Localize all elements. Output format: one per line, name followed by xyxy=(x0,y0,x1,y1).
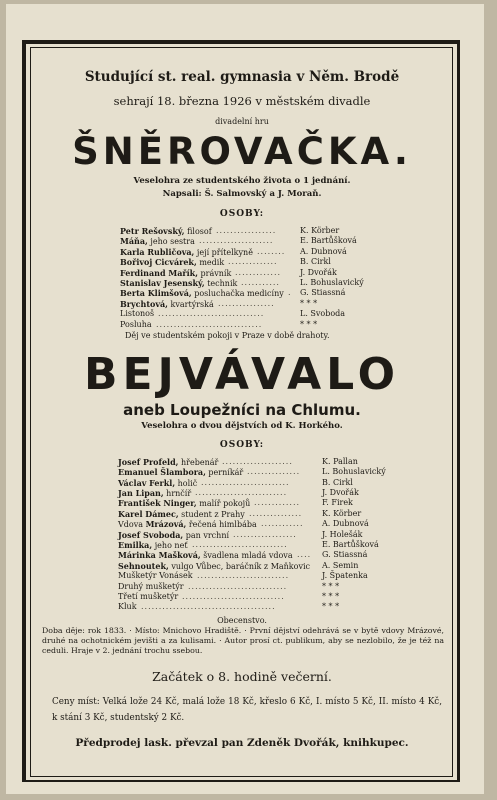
cast-row xyxy=(30,550,454,560)
leader-dots: ..................... xyxy=(199,236,274,246)
leader-dots: ............ xyxy=(261,519,304,529)
cast-row xyxy=(30,592,454,602)
character-description: právník xyxy=(200,268,232,278)
ticket-prices: Ceny míst: Velká lože 24 Kč, malá lože 18 Kč, křeslo 6 Kč, I. místo 5 Kč, II. místo 4 Kč, k stání 3 Kč, studentský 2 Kč. xyxy=(52,696,442,723)
character-description: Posluha xyxy=(120,319,152,329)
character-description: malíř pokojů xyxy=(199,499,251,509)
character-name: Jan Lipan, xyxy=(118,488,164,499)
play2-persons-label: OSOBY: xyxy=(219,439,265,450)
play2-title: BEJVÁVALO xyxy=(83,348,401,400)
character-description: kvartýrská xyxy=(170,299,214,309)
cast-row xyxy=(30,519,454,529)
character-name: Márinka Mašková, xyxy=(118,550,201,561)
organizer-heading: Studující st. real. gymnasia v Něm. Brodě xyxy=(84,69,400,85)
character xyxy=(120,320,152,330)
play2-ensemble: Obecenstvo. xyxy=(217,615,267,625)
actor-name: A. Dubnová xyxy=(300,246,347,256)
leader-dots: .................. xyxy=(233,529,297,539)
cast-row xyxy=(30,488,454,498)
cast-row xyxy=(30,498,454,508)
play2-subtitle: aneb Loupežníci na Chlumu. xyxy=(123,400,361,419)
actor-name: * * * xyxy=(322,602,340,612)
cast-row xyxy=(30,288,454,298)
leader-dots: ......................... xyxy=(201,477,290,487)
leader-dots: .......................... xyxy=(197,571,290,581)
actor-name: A. Dubnová xyxy=(322,519,369,529)
cast-row xyxy=(30,457,454,467)
character-description: medik xyxy=(199,258,225,268)
poster-content xyxy=(30,46,454,749)
actor-name: F. Firek xyxy=(322,498,353,508)
actor-name: L. Svoboda xyxy=(300,309,346,319)
cast-row xyxy=(30,530,454,540)
actor-name: E. Bartůšková xyxy=(322,540,379,550)
cast-row xyxy=(30,309,454,319)
cast-row xyxy=(30,561,454,571)
leader-dots: ........... xyxy=(241,277,280,287)
actor-name: * * * xyxy=(322,591,340,601)
play1-persons-label: OSOBY: xyxy=(219,209,265,219)
actor-name: G. Stiassná xyxy=(300,288,346,298)
leader-dots: ........ xyxy=(257,246,286,256)
actor-name: * * * xyxy=(322,581,340,591)
leader-dots: .............................. xyxy=(156,319,263,329)
character-name: Máňa, xyxy=(120,236,148,247)
character-description: Vdova xyxy=(118,520,144,530)
actor-name: B. Cirkl xyxy=(322,477,353,487)
cast-row xyxy=(30,257,454,267)
leader-dots: ............................ xyxy=(188,581,288,591)
play1-setting: Děj ve studentském pokoji v Praze v době drahoty. xyxy=(125,330,330,340)
actor-name: A. Semin xyxy=(322,560,359,570)
character-description: perníkář xyxy=(208,468,244,478)
actor-name: G. Stiassná xyxy=(322,550,368,560)
genre-label: divadelní hru xyxy=(215,117,269,126)
actor-name: * * * xyxy=(300,298,318,308)
character-name: Ferdinand Mařík, xyxy=(120,267,198,278)
leader-dots: . xyxy=(288,288,292,298)
character xyxy=(118,602,137,612)
character-description: švadlena mladá vdova xyxy=(203,551,293,561)
character-name: Sehnoutek, xyxy=(118,560,169,571)
character-name: Emilka, xyxy=(118,540,153,551)
character-name: Josef Svoboda, xyxy=(118,529,184,540)
character xyxy=(120,309,154,319)
cast-row xyxy=(30,268,454,278)
character xyxy=(118,571,193,581)
actor-name: J. Dvořák xyxy=(300,267,337,277)
character-description: Listonoš xyxy=(120,309,155,319)
leader-dots: ...................................... xyxy=(141,602,276,612)
character-description: hrnčíř xyxy=(166,489,192,499)
cast-row xyxy=(30,540,454,550)
leader-dots: .................... xyxy=(222,456,293,466)
play1-authors: Napsali: Š. Salmovský a J. Moraň. xyxy=(162,189,322,199)
leader-dots: ............... xyxy=(249,508,303,518)
actor-name: E. Bartůšková xyxy=(300,236,357,246)
character-description: technik xyxy=(207,278,238,288)
leader-dots: .... xyxy=(297,550,312,560)
character-name: Petr Rešovský, xyxy=(120,226,185,236)
character-name: Stanislav Jesenský, xyxy=(120,277,205,288)
actor-name: * * * xyxy=(300,319,318,329)
start-time: Začátek o 8. hodině večerní. xyxy=(152,668,332,684)
actor-name: K. Pallan xyxy=(322,456,358,466)
play2-cast-list xyxy=(30,457,454,613)
character-description: posluchačka medicíny xyxy=(194,289,284,299)
leader-dots: .......................... xyxy=(195,488,288,498)
leader-dots: ............... xyxy=(247,467,301,477)
leader-dots: ................. xyxy=(216,226,277,235)
character-description: vulgo Vůbec, baráčník z Maňkovic xyxy=(171,561,311,571)
actor-name: B. Cirkl xyxy=(300,257,331,267)
play1-subtitle: Veselohra ze studentského života o 1 jednání. xyxy=(133,176,351,186)
character-name: Brychtová, xyxy=(120,298,168,309)
cast-row xyxy=(30,226,454,236)
leader-dots: ........................... xyxy=(192,540,288,550)
character-name: Karla Rubličova, xyxy=(120,246,195,257)
leader-dots: .............. xyxy=(228,257,278,267)
cast-row xyxy=(30,509,454,519)
play2-description: Doba děje: rok 1833. · Místo: Mnichovo Hradiště. · První dějství odehrává se v bytě vdovy Mrázové, druhé na ochotnickém jevišti a za kulisami. · Autor prosí ct. publikum, aby se nezlobilo, že je též na ceduli. Hraje v 2. jednání trochu ssebou. xyxy=(42,625,444,655)
character xyxy=(118,582,184,592)
play1-title: ŠNĚROVAČKA. xyxy=(72,130,412,173)
play1-cast-list xyxy=(30,226,454,330)
performance-date-line: sehrají 18. března 1926 v městském divadle xyxy=(113,94,371,108)
character-description: Kluk xyxy=(118,602,137,612)
cast-row xyxy=(30,236,454,246)
character-description: Druhý mušketýr xyxy=(118,581,184,591)
presale-note: Předprodej lask. převzal pan Zdeněk Dvořák, knihkupec. xyxy=(75,736,409,749)
play2-authors: Veselohra o dvou dějstvích od K. Horkého. xyxy=(141,420,343,431)
character-description: holič xyxy=(177,478,198,488)
character-description: jeho neť xyxy=(154,541,188,551)
cast-row xyxy=(30,247,454,257)
character-name: Václav Ferkl, xyxy=(118,477,176,488)
actor-name: J. Dvořák xyxy=(322,488,359,498)
character-description: pan vrchní xyxy=(185,530,230,540)
cast-row xyxy=(30,582,454,592)
character-description: filosof xyxy=(187,227,212,236)
character-name: Mrázová, xyxy=(145,519,187,530)
character-name: Berta Klimšová, xyxy=(120,288,192,299)
cast-row xyxy=(30,478,454,488)
character-description: Třetí mušketýr xyxy=(118,591,179,601)
actor-name: L. Bohuslavický xyxy=(300,277,364,287)
character xyxy=(118,592,178,602)
actor-name: L. Bohuslavický xyxy=(322,467,386,477)
character-name: František Ninger, xyxy=(118,498,197,509)
character-name: Josef Profeld, xyxy=(118,456,179,467)
actor-name: J. Špatenka xyxy=(322,571,368,581)
actor-name: J. Holešák xyxy=(322,529,363,539)
cast-row xyxy=(30,299,454,309)
leader-dots: ............................. xyxy=(182,591,285,601)
actor-name: K. Körber xyxy=(300,226,340,235)
leader-dots: ............. xyxy=(254,498,301,508)
character-name: Karel Dámec, xyxy=(118,508,179,519)
cast-row xyxy=(30,602,454,612)
cast-row xyxy=(30,571,454,581)
leader-dots: .............................. xyxy=(158,309,265,319)
character-description: jeho sestra xyxy=(150,237,195,247)
character-description: její přítelkyně xyxy=(196,247,253,257)
cast-row xyxy=(30,320,454,330)
cast-row xyxy=(30,467,454,477)
actor-name: K. Körber xyxy=(322,508,362,518)
character-description: Mušketýr Vonásek xyxy=(118,571,193,581)
character-name: Bořivoj Cicvárek, xyxy=(120,257,197,268)
leader-dots: ................ xyxy=(218,298,275,308)
character-description: řečená himlbába xyxy=(188,520,257,530)
leader-dots: ............. xyxy=(235,267,282,277)
cast-row xyxy=(30,278,454,288)
character-description: student z Prahy xyxy=(181,509,245,519)
character-name: Emanuel Šlambora, xyxy=(118,467,206,478)
character-description: hřebenář xyxy=(181,457,219,467)
